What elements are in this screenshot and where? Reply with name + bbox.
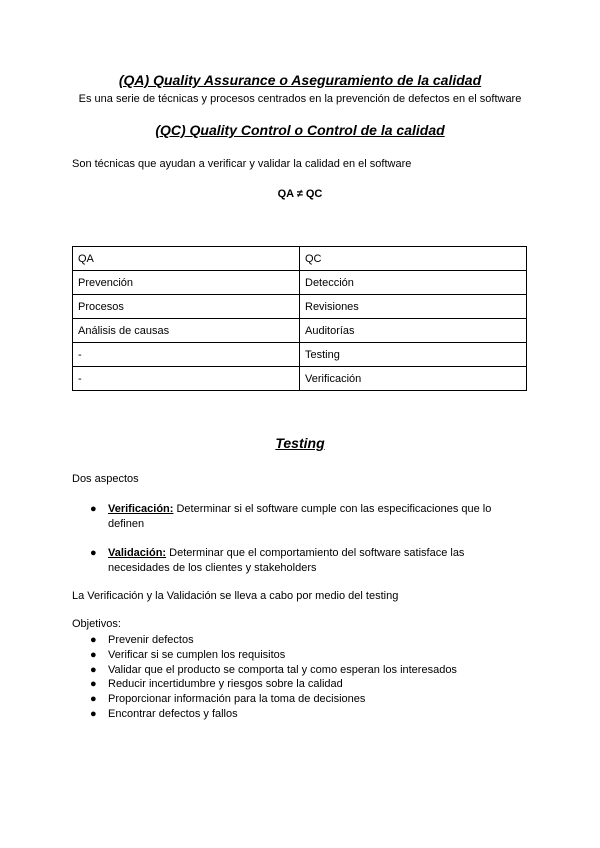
bullet-icon: ● (90, 503, 97, 515)
table-row (73, 343, 527, 367)
vv-note: La Verificación y la Validación se lleva a cabo por medio del testing (72, 590, 399, 602)
dos-aspectos: Dos aspectos (72, 473, 139, 485)
objetivos-label: Objetivos: (72, 618, 121, 630)
bullet-icon: ● (90, 649, 97, 661)
qa-heading: (QA) Quality Assurance o Aseguramiento de la calidad (118, 72, 482, 88)
bullet-icon: ● (90, 708, 97, 720)
table-row (73, 271, 527, 295)
qa-neq-qc: QA ≠ QC (277, 188, 323, 200)
aspect-label: Validación: (108, 547, 167, 559)
table-cell: Auditorías (300, 319, 527, 343)
table-cell: QA (73, 247, 300, 271)
bullet-icon: ● (90, 693, 97, 705)
table-cell: Procesos (73, 295, 300, 319)
table-cell: - (73, 367, 300, 391)
objective-item: Verificar si se cumplen los requisitos (108, 649, 286, 661)
table-cell: Detección (300, 271, 527, 295)
table-row (73, 295, 527, 319)
qc-heading: (QC) Quality Control o Control de la calidad (155, 122, 445, 138)
table-cell: Verificación (300, 367, 527, 391)
bullet-icon: ● (90, 664, 97, 676)
table-cell: QC (300, 247, 527, 271)
table-cell: Testing (300, 343, 527, 367)
aspect-label: Verificación: (108, 503, 174, 515)
objective-item: Validar que el producto se comporta tal y como esperan los interesados (108, 664, 457, 676)
objective-item: Prevenir defectos (108, 634, 194, 646)
bullet-icon: ● (90, 547, 97, 559)
aspect-text: Determinar que el comportamiento del software satisface las necesidades de los clientes y stakeholders (108, 547, 465, 574)
table-cell: - (73, 343, 300, 367)
testing-heading: Testing (275, 435, 325, 451)
table-cell: Revisiones (300, 295, 527, 319)
qa-qc-table (72, 246, 527, 391)
objective-item: Encontrar defectos y fallos (108, 708, 238, 720)
aspect-text: Determinar si el software cumple con las especificaciones que lo definen (108, 503, 492, 530)
table-row (73, 319, 527, 343)
table-cell: Análisis de causas (73, 319, 300, 343)
table-row (73, 367, 527, 391)
bullet-icon: ● (90, 634, 97, 646)
objective-item: Proporcionar información para la toma de decisiones (108, 693, 366, 705)
table-row (73, 247, 527, 271)
table-cell: Prevención (73, 271, 300, 295)
bullet-icon: ● (90, 678, 97, 690)
objective-item: Reducir incertidumbre y riesgos sobre la calidad (108, 678, 343, 690)
qa-description: Es una serie de técnicas y procesos centrados en la prevención de defectos en el software (78, 93, 522, 105)
qc-description: Son técnicas que ayudan a verificar y validar la calidad en el software (72, 158, 412, 170)
